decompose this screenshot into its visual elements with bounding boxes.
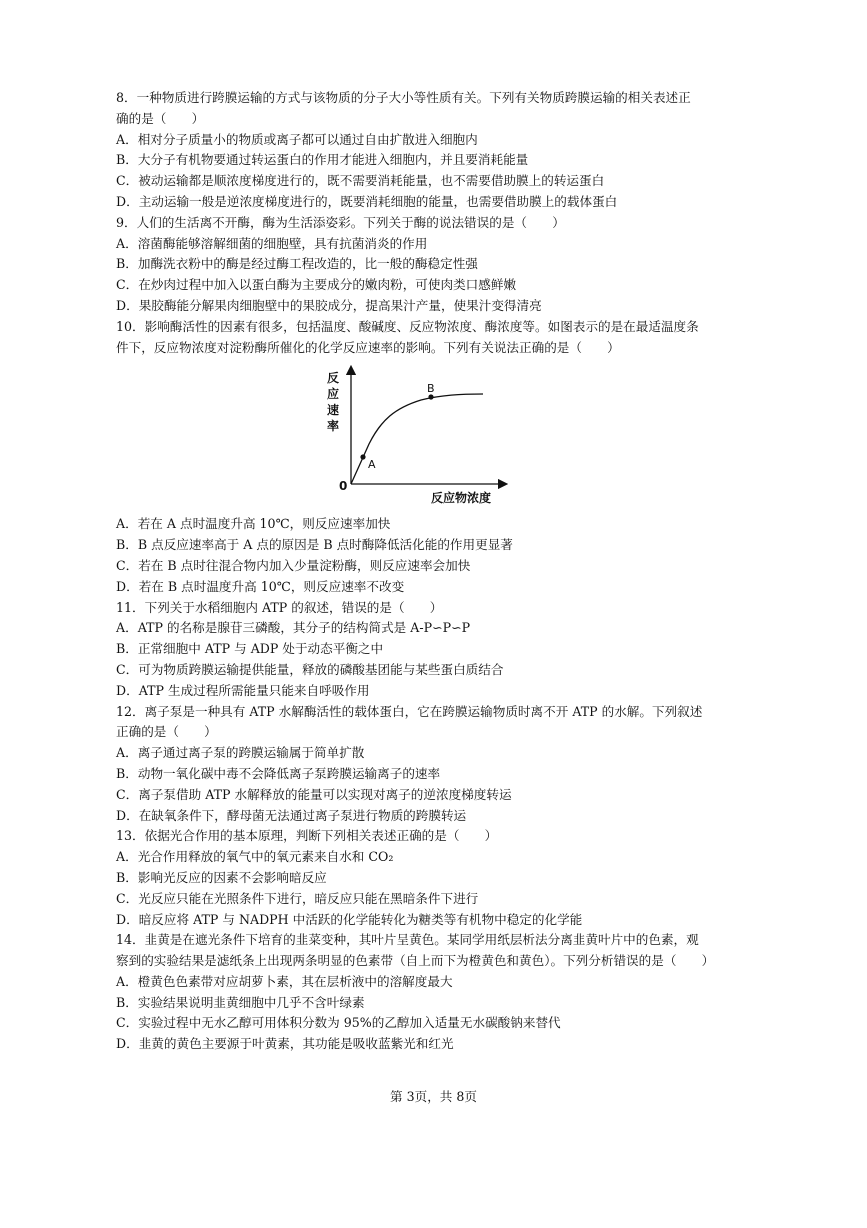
option-c: C．可为物质跨膜运输提供能量，释放的磷酸基团能与某些蛋白质结合 — [116, 661, 504, 677]
question-stem: 正确的是（ ） — [116, 724, 217, 740]
option-d: D．在缺氧条件下，酵母菌无法通过离子泵进行物质的跨膜转运 — [116, 807, 467, 823]
point-a-label: A — [368, 458, 376, 472]
option-a: A．ATP 的名称是腺苷三磷酸，其分子的结构简式是 A-P∽P∽P — [116, 620, 471, 636]
option-d: D．主动运输一般是逆浓度梯度进行的，既要消耗细胞的能量，也需要借助膜上的载体蛋白 — [116, 193, 618, 209]
option-b: B．大分子有机物要通过转运蛋白的作用才能进入细胞内，并且要消耗能量 — [116, 152, 529, 168]
question-stem: 察到的实验结果是滤纸条上出现两条明显的色素带（自上而下为橙黄色和黄色）。下列分析错误的是（ ） — [116, 953, 715, 969]
question-stem: 12．离子泵是一种具有 ATP 水解酶活性的载体蛋白，它在跨膜运输物质时离不开 ATP 的水解。下列叙述 — [116, 703, 703, 719]
question-stem: 10．影响酶活性的因素有很多，包括温度、酸碱度、反应物浓度、酶浓度等。如图表示的是在最适温度条 — [116, 318, 699, 334]
option-d: D．暗反应将 ATP 与 NADPH 中活跃的化学能转化为糖类等有机物中稳定的化学能 — [116, 911, 583, 927]
reaction-rate-graph — [321, 362, 511, 514]
option-b: B．实验结果说明韭黄细胞中几乎不含叶绿素 — [116, 994, 365, 1010]
option-b: B．加酶洗衣粉中的酶是经过酶工程改造的，比一般的酶稳定性强 — [116, 256, 478, 272]
option-a: A．光合作用释放的氧气中的氧元素来自水和 CO₂ — [116, 849, 394, 865]
question-stem: 确的是（ ） — [116, 110, 205, 126]
point-b-marker — [428, 395, 433, 400]
page-content — [116, 88, 766, 1055]
option-b: B．动物一氧化碳中毒不会降低离子泵跨膜运输离子的速率 — [116, 765, 441, 781]
point-a-marker — [360, 455, 365, 460]
question-stem: 8．一种物质进行跨膜运输的方式与该物质的分子大小等性质有关。下列有关物质跨膜运输的相关表述正 — [116, 90, 691, 105]
option-c: C．在炒肉过程中加入以蛋白酶为主要成分的嫩肉粉，可使肉类口感鲜嫩 — [116, 277, 517, 293]
reaction-rate-figure — [116, 362, 766, 514]
question-stem: 11．下列关于水稻细胞内 ATP 的叙述，错误的是（ ） — [116, 599, 443, 615]
y-axis-label-char: 应 — [327, 387, 340, 402]
option-b: B．B 点反应速率高于 A 点的原因是 B 点时酶降低活化能的作用更显著 — [116, 537, 513, 553]
question-10 — [116, 317, 766, 598]
origin-label: 0 — [339, 479, 348, 494]
option-a: A．溶菌酶能够溶解细菌的细胞壁，具有抗菌消炎的作用 — [116, 235, 428, 251]
y-axis-label-char: 率 — [327, 419, 340, 434]
option-c: C．光反应只能在光照条件下进行，暗反应只能在黑暗条件下进行 — [116, 890, 479, 906]
option-c: C．离子泵借助 ATP 水解释放的能量可以实现对离子的逆浓度梯度转运 — [116, 786, 512, 802]
x-axis-label: 反应物浓度 — [431, 491, 492, 506]
option-b: B．正常细胞中 ATP 与 ADP 处于动态平衡之中 — [116, 641, 384, 657]
point-b-label: B — [427, 382, 435, 396]
option-d: D．若在 B 点时温度升高 10℃，则反应速率不改变 — [116, 578, 405, 594]
option-d: D．韭黄的黄色主要源于叶黄素，其功能是吸收蓝紫光和红光 — [116, 1036, 454, 1052]
y-axis-label-char: 反 — [327, 371, 340, 386]
option-c: C．实验过程中无水乙醇可用体积分数为 95%的乙醇加入适量无水碳酸钠来替代 — [116, 1015, 561, 1031]
option-d: D．ATP 生成过程所需能量只能来自呼吸作用 — [116, 682, 370, 698]
option-a: A．离子通过离子泵的跨膜运输属于简单扩散 — [116, 745, 365, 761]
option-d: D．果胶酶能分解果肉细胞壁中的果胶成分，提高果汁产量，使果汁变得清亮 — [116, 297, 542, 313]
option-a: A．若在 A 点时温度升高 10℃，则反应速率加快 — [116, 516, 391, 532]
question-9 — [116, 213, 766, 317]
option-c: C．被动运输都是顺浓度梯度进行的，既不需要消耗能量，也不需要借助膜上的转运蛋白 — [116, 173, 605, 189]
question-12 — [116, 702, 766, 827]
question-13 — [116, 826, 766, 930]
question-stem: 9．人们的生活离不开酶，酶为生活添姿彩。下列关于酶的说法错误的是（ ） — [116, 214, 565, 230]
question-stem: 13．依据光合作用的基本原理，判断下列相关表述正确的是（ ） — [116, 828, 498, 844]
option-a: A．相对分子质量小的物质或离子都可以通过自由扩散进入细胞内 — [116, 131, 478, 147]
question-14 — [116, 930, 766, 1055]
question-8 — [116, 88, 766, 213]
page-number: 第 3页，共 8页 — [389, 1089, 477, 1104]
question-11 — [116, 598, 766, 702]
option-c: C．若在 B 点时往混合物内加入少量淀粉酶，则反应速率会加快 — [116, 557, 471, 573]
option-b: B．影响光反应的因素不会影响暗反应 — [116, 869, 327, 885]
option-a: A．橙黄色色素带对应胡萝卜素，其在层析液中的溶解度最大 — [116, 973, 453, 989]
question-stem: 件下，反应物浓度对淀粉酶所催化的化学反应速率的影响。下列有关说法正确的是（ ） — [116, 339, 620, 355]
y-axis-label-char: 速 — [327, 403, 340, 418]
question-stem: 14．韭黄是在遮光条件下培育的韭菜变种，其叶片呈黄色。某同学用纸层析法分离韭黄叶片中的色素，观 — [116, 932, 699, 948]
